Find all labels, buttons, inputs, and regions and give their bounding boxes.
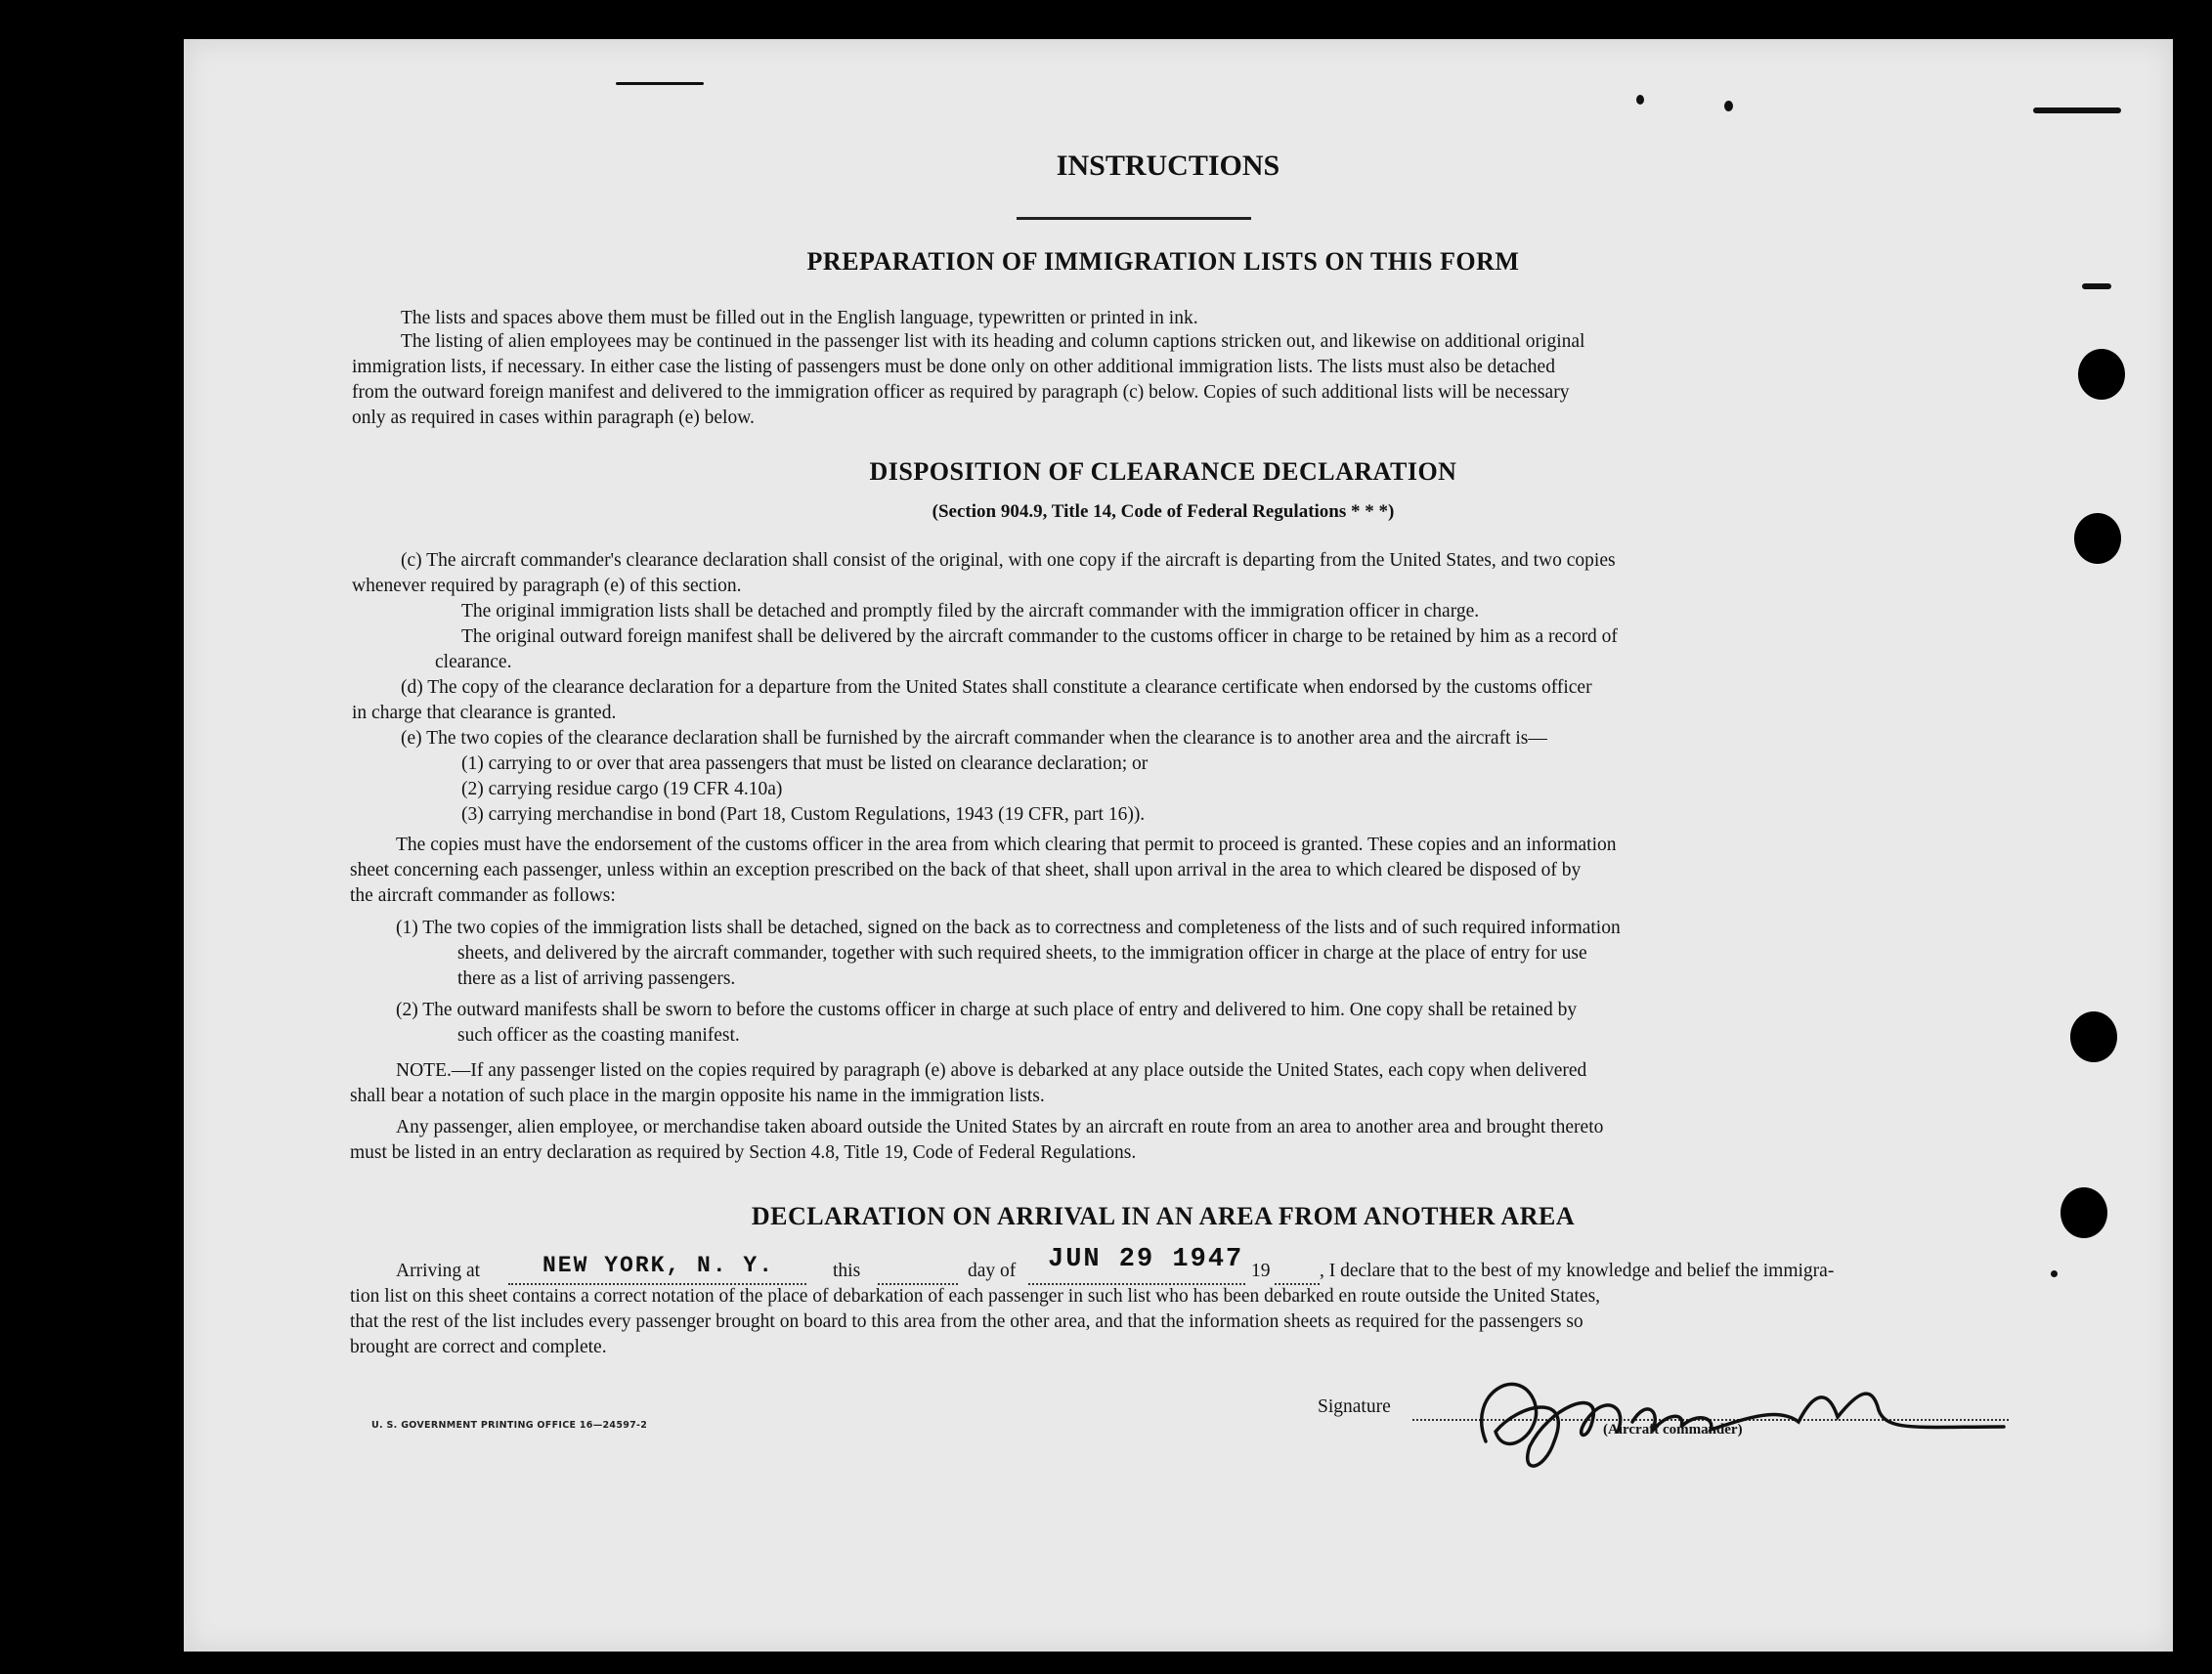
disposition-line: there as a list of arriving passengers. xyxy=(457,968,736,989)
disposition-subheading: (Section 904.9, Title 14, Code of Federal Regulations * * *) xyxy=(932,501,1395,522)
arriving-at-label: Arriving at xyxy=(396,1261,481,1281)
disposition-line: (2) The outward manifests shall be sworn to before the customs officer in charge at such place of entry and delivered to him. One copy shall be retained by xyxy=(396,1000,1578,1020)
preparation-line: The lists and spaces above them must be filled out in the English language, typewritten or printed in ink. xyxy=(401,308,1198,328)
disposition-heading: DISPOSITION OF CLEARANCE DECLARATION xyxy=(869,457,1457,486)
disposition-line: (e) The two copies of the clearance declaration shall be furnished by the aircraft commander when the clearance is to another area and the aircraft is— xyxy=(401,728,1547,749)
disposition-line: shall bear a notation of such place in the margin opposite his name in the immigration lists. xyxy=(350,1086,1045,1106)
arrival-line: that the rest of the list includes every passenger brought on board to this area from the other area, and that the information sheets as required for the passengers so xyxy=(350,1311,1583,1332)
year-prefix: 19 xyxy=(1251,1261,1271,1281)
disposition-line: (d) The copy of the clearance declaration for a departure from the United States shall constitute a clearance certificate when endorsed by the customs officer xyxy=(401,677,1592,698)
day-line xyxy=(878,1260,958,1285)
ink-speck xyxy=(1724,101,1733,111)
signer-role: (Aircraft commander) xyxy=(1603,1422,1743,1438)
disposition-line: in charge that clearance is granted. xyxy=(352,703,617,723)
disposition-line: The copies must have the endorsement of the customs officer in the area from which clearing that permit to proceed is granted. These copies and an information xyxy=(396,835,1617,855)
binder-hole xyxy=(2060,1187,2107,1238)
this-label: this xyxy=(833,1261,861,1281)
arrival-line: brought are correct and complete. xyxy=(350,1337,607,1357)
preparation-heading: PREPARATION OF IMMIGRATION LISTS ON THIS FORM xyxy=(806,247,1520,276)
binder-hole xyxy=(2070,1011,2117,1062)
ink-speck xyxy=(1636,95,1644,105)
ink-speck xyxy=(2051,1270,2058,1277)
disposition-line: The original outward foreign manifest shall be delivered by the aircraft commander to the customs officer in charge to be retained by him as a record of xyxy=(461,626,1618,647)
arrival-tail-text: , I declare that to the best of my knowledge and belief the immigra- xyxy=(1320,1261,1835,1281)
year-line xyxy=(1275,1260,1320,1285)
binder-hole xyxy=(2078,349,2125,400)
disposition-line: (1) carrying to or over that area passengers that must be listed on clearance declaration; or xyxy=(461,753,1149,774)
arriving-place-value: NEW YORK, N. Y. xyxy=(542,1253,775,1278)
ink-mark xyxy=(616,82,704,85)
disposition-line: sheet concerning each passenger, unless within an exception prescribed on the back of that sheet, shall upon arrival in the area to which cleared be disposed of by xyxy=(350,860,1582,880)
disposition-line: sheets, and delivered by the aircraft commander, together with such required sheets, to the immigration officer in charge at the place of entry for use xyxy=(457,943,1587,964)
disposition-line: NOTE.—If any passenger listed on the copies required by paragraph (e) above is debarked at any place outside the United States, each copy when delivered xyxy=(396,1060,1587,1081)
preparation-line: The listing of alien employees may be continued in the passenger list with its heading and column captions stricken out, and likewise on additional original xyxy=(401,331,1585,352)
page-title: INSTRUCTIONS xyxy=(1056,150,1280,182)
disposition-line: The original immigration lists shall be detached and promptly filed by the aircraft commander with the immigration officer in charge. xyxy=(461,601,1480,622)
disposition-line: must be listed in an entry declaration as required by Section 4.8, Title 19, Code of Federal Regulations. xyxy=(350,1142,1137,1163)
disposition-line: the aircraft commander as follows: xyxy=(350,885,616,906)
disposition-line: (2) carrying residue cargo (19 CFR 4.10a) xyxy=(461,779,783,799)
title-underline xyxy=(1017,217,1251,220)
binder-hole xyxy=(2074,513,2121,564)
disposition-line: (3) carrying merchandise in bond (Part 18, Custom Regulations, 1943 (19 CFR, part 16)). xyxy=(461,804,1146,825)
disposition-line: (c) The aircraft commander's clearance declaration shall consist of the original, with one copy if the aircraft is departing from the United States, and two copies xyxy=(401,550,1616,571)
arrival-heading: DECLARATION ON ARRIVAL IN AN AREA FROM ANOTHER AREA xyxy=(751,1202,1576,1230)
disposition-line: clearance. xyxy=(435,652,512,672)
preparation-line: only as required in cases within paragraph (e) below. xyxy=(352,408,755,428)
printer-imprint: U. S. GOVERNMENT PRINTING OFFICE 16—24597-2 xyxy=(371,1420,648,1431)
disposition-line: whenever required by paragraph (e) of this section. xyxy=(352,576,742,596)
date-stamp: JUN 29 1947 xyxy=(1048,1245,1244,1274)
disposition-line: (1) The two copies of the immigration lists shall be detached, signed on the back as to correctness and completeness of the lists and of such required information xyxy=(396,918,1621,938)
arrival-line: tion list on this sheet contains a correct notation of the place of debarkation of each passenger in such list who has been debarked en route outside the United States, xyxy=(350,1286,1601,1307)
day-of-label: day of xyxy=(968,1261,1017,1281)
disposition-line: such officer as the coasting manifest. xyxy=(457,1025,740,1046)
preparation-line: from the outward foreign manifest and delivered to the immigration officer as required by paragraph (c) below. Copies of such additional lists will be necessary xyxy=(352,382,1570,403)
preparation-line: immigration lists, if necessary. In either case the listing of passengers must be done only on other additional immigration lists. The lists must also be detached xyxy=(352,357,1555,377)
disposition-line: Any passenger, alien employee, or merchandise taken aboard outside the United States by an aircraft en route from an area to another area and brought thereto xyxy=(396,1117,1604,1137)
signature-scribble xyxy=(1427,1353,2014,1481)
signature-label: Signature xyxy=(1318,1396,1391,1417)
ink-mark xyxy=(2033,107,2121,113)
ink-mark xyxy=(2082,283,2111,289)
